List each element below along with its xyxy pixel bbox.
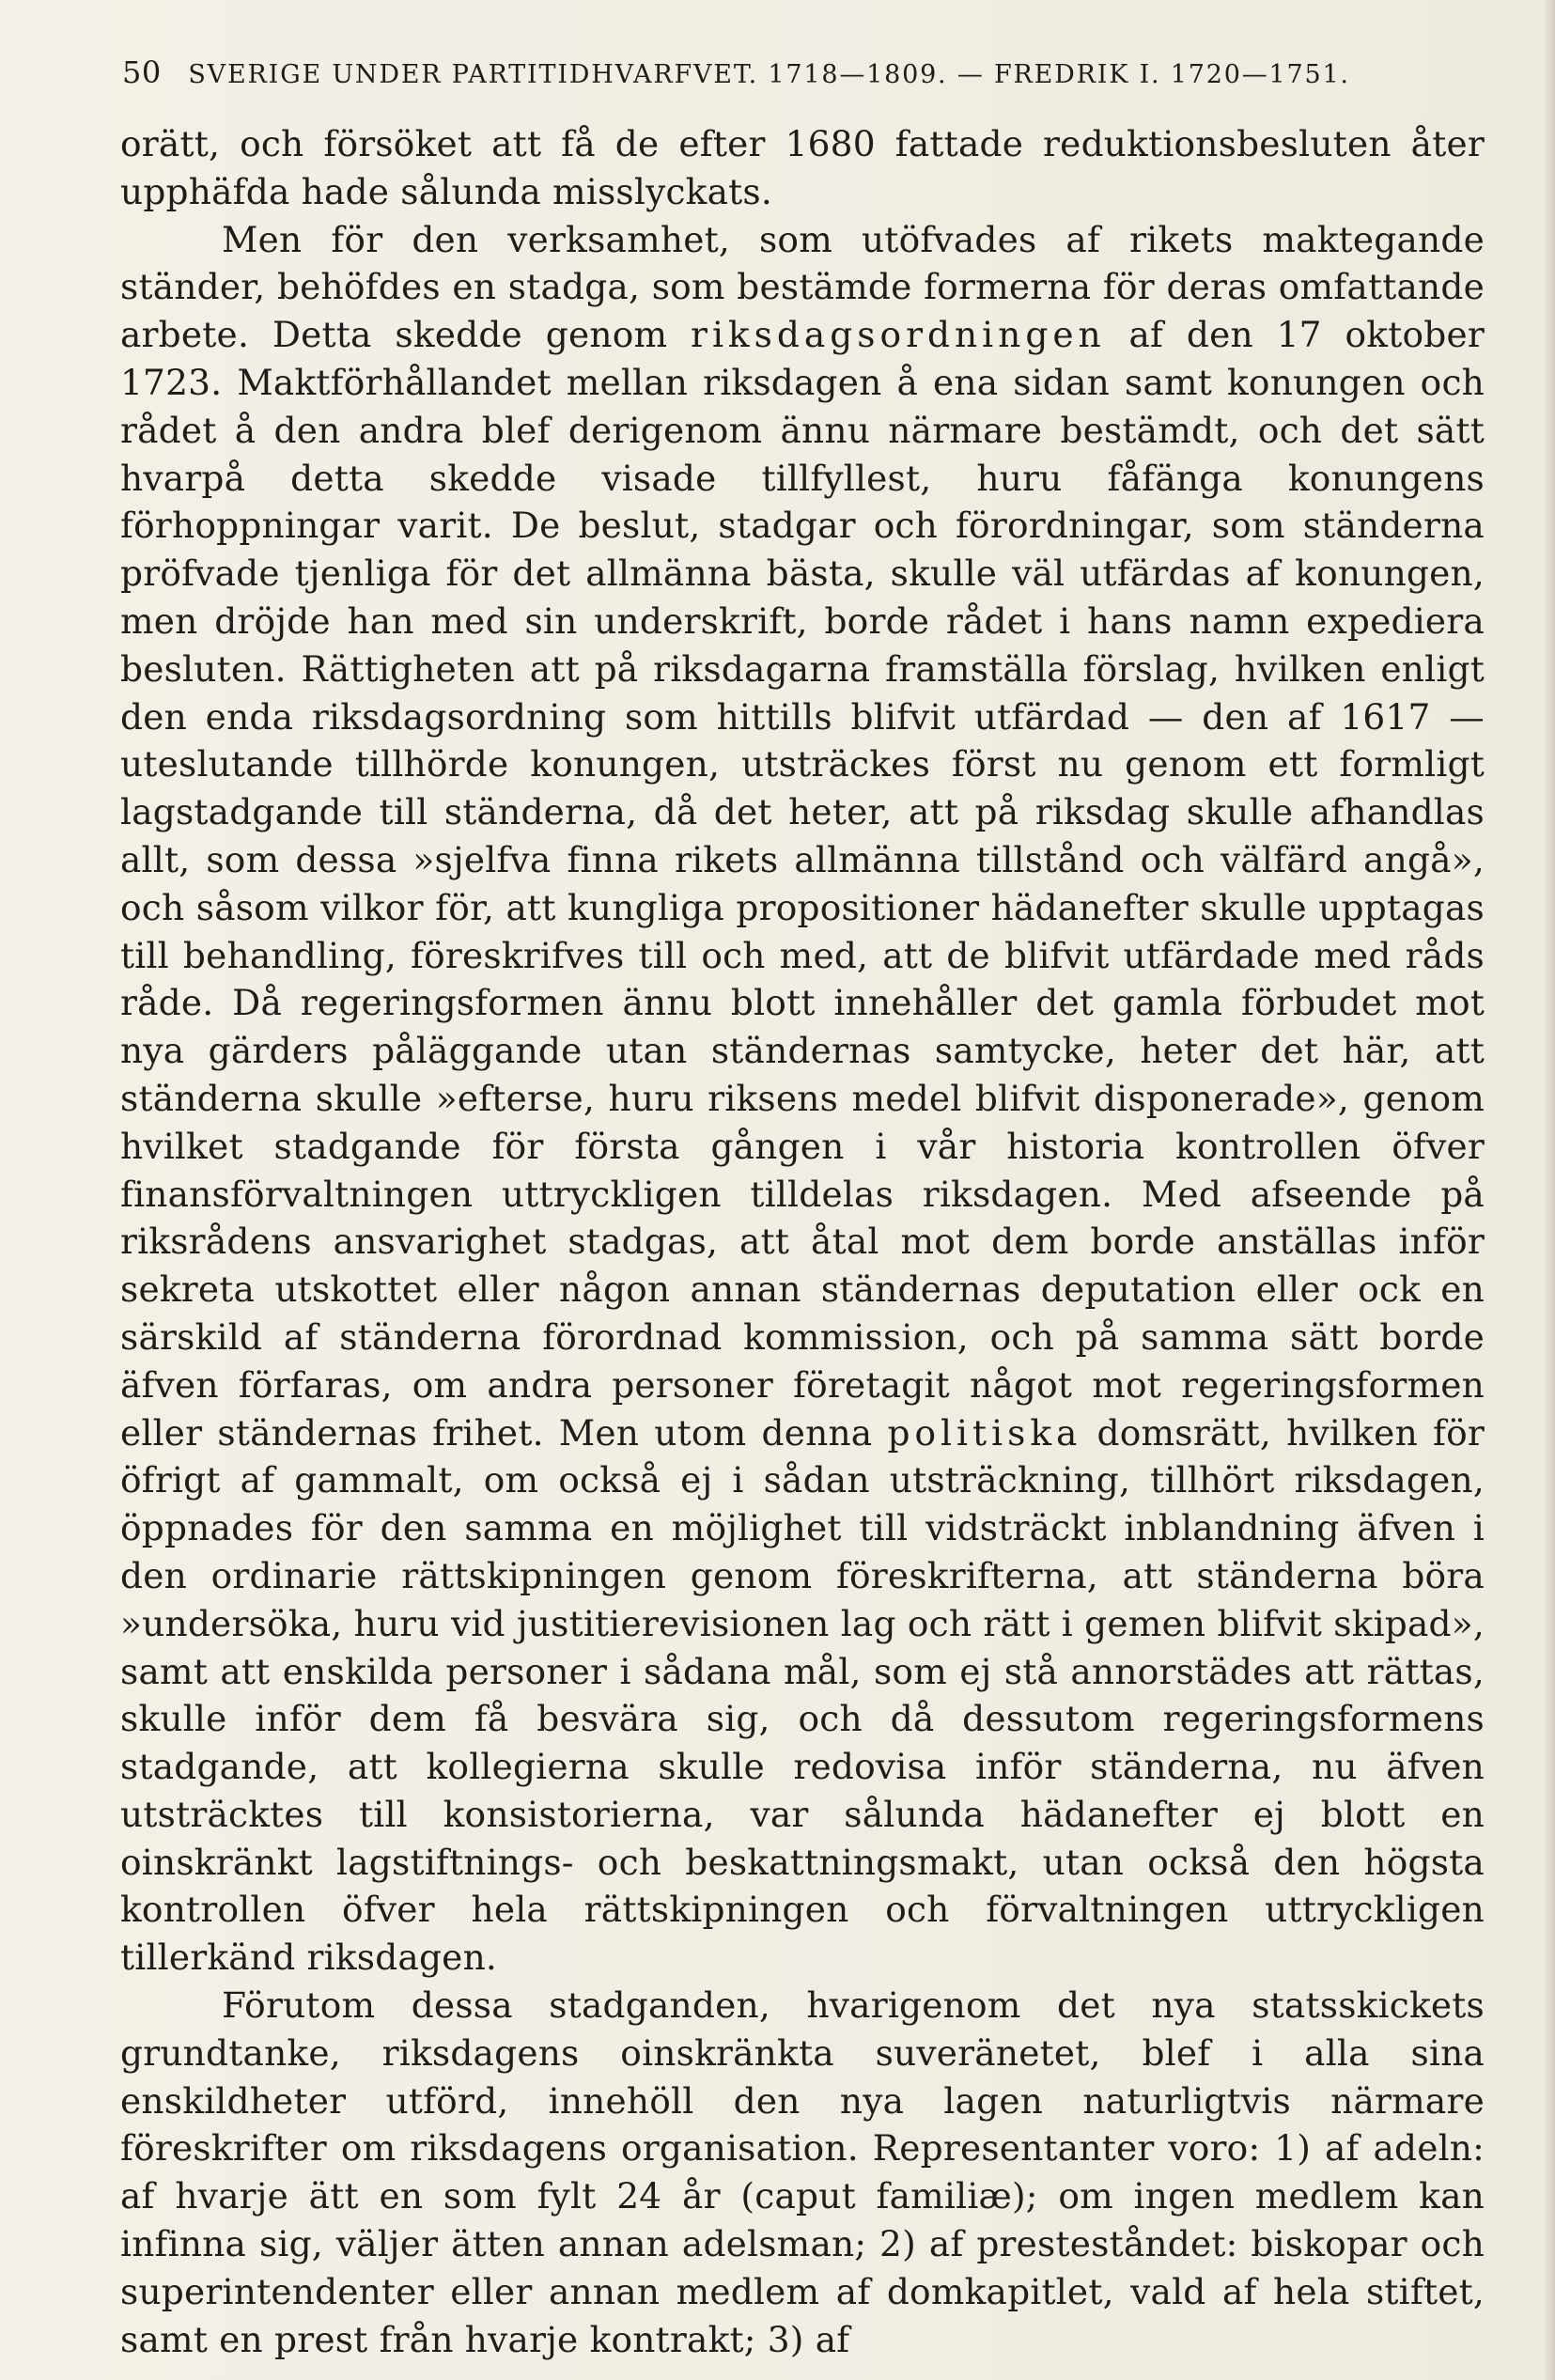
paragraph: [120, 120, 1485, 216]
running-title: SVERIGE UNDER PARTITIDHVARFVET. 1718—1809. — FREDRIK I. 1720—1751.: [188, 60, 1350, 89]
spaced-emphasis-text: politiska: [887, 1411, 1082, 1454]
body-text: [120, 120, 1485, 2363]
text-run: af den 17 oktober 1723. Maktförhållandet mellan riksdagen å ena sidan samt konungen och rådet å den andra blef derigenom ännu närmare bestämdt, och det sätt hvarpå detta skedde visade tillfyllest, huru fåfänga konungens förhoppningar varit. De beslut, stadgar och förordningar, som ständerna pröfvade tjenliga för det allmänna bästa, skulle väl utfärdas af konungen, men dröjde han med sin underskrift, borde rådet i hans namn expediera besluten. Rättigheten att på riksdagarna framställa förslag, hvilken enligt den enda riksdagsordning som hittills blifvit utfärdad — den af 1617 — uteslutande tillhörde konungen, utsträckes först nu genom ett formligt lagstadgande till ständerna, då det heter, att på riksdag skulle afhandlas allt, som dessa »sjelfva finna rikets allmänna tillstånd och välfärd angå», och såsom vilkor för, att kungliga propositioner hädanefter skulle upptagas till behandling, föreskrifves till och med, att de blifvit utfärdade med råds råde. Då regeringsformen ännu blott innehåller det gamla förbudet mot nya gärders påläggande utan ständernas samtycke, heter det här, att ständerna skulle »efterse, huru riksens medel blifvit disponerade», genom hvilket stadgande för första gången i vår historia kontrollen öfver finansförvaltningen uttryckligen tilldelas riksdagen. Med afseende på riksrådens ansvarighet stadgas, att åtal mot dem borde anställas inför sekreta utskottet eller någon annan ständernas deputation eller ock en särskild af ständerna förordnad kommission, och på samma sätt borde äfven förfaras, om andra personer företagit något mot regeringsformen eller ständernas frihet. Men utom denna: [120, 314, 1485, 1454]
text-run: Förutom dessa stadganden, hvarigenom det nya statsskickets grundtanke, riksdagens oinskränkta suveränetet, blef i alla sina enskildheter utförd, innehöll den nya lagen naturligtvis närmare föreskrifter om riksdagens organisation. Representanter voro: 1) af adeln: af hvarje ätt en som fylt 24 år (caput familiæ); om ingen medlem kan infinna sig, väljer ätten annan adelsman; 2) af presteståndet: biskopar och superintendenter eller annan medlem af domkapitlet, vald af hela stiftet, samt en prest från hvarje kontrakt; 3) af: [120, 1984, 1485, 2360]
spaced-emphasis-text: riksdagsordningen: [691, 314, 1106, 356]
page-edge-shadow: [1544, 0, 1555, 2380]
text-run: orätt, och försöket att få de efter 1680 fattade reduktionsbesluten åter upphäfda hade sålunda misslyckats.: [120, 123, 1485, 212]
running-header: [122, 54, 1494, 90]
paragraph: [120, 1982, 1485, 2363]
paragraph: [120, 216, 1485, 1982]
text-run: Men för den verksamhet, som utöfvades af rikets maktegande ständer, behöfdes en stadga, som bestämde formerna för deras omfattande arbete. Detta skedde genom: [120, 218, 1485, 356]
page-number: 50: [122, 54, 162, 90]
text-run: domsrätt, hvilken för öfrigt af gammalt, om också ej i sådan utsträckning, tillhört riksdagen, öppnades för den samma en möjlighet till vidsträckt inblandning äfven i den ordinarie rättskipningen genom föreskrifterna, att ständerna böra »undersöka, huru vid justitierevisionen lag och rätt i gemen blifvit skipad», samt att enskilda personer i sådana mål, som ej stå annorstädes att rättas, skulle inför dem få besvära sig, och då dessutom regeringsformens stadgande, att kollegierna skulle redovisa inför ständerna, nu äfven utsträcktes till konsistorierna, var sålunda hädanefter ej blott en oinskränkt lagstiftnings- och beskattningsmakt, utan också den högsta kontrollen öfver hela rättskipningen och förvaltningen uttryckligen tillerkänd riksdagen.: [120, 1411, 1485, 1979]
